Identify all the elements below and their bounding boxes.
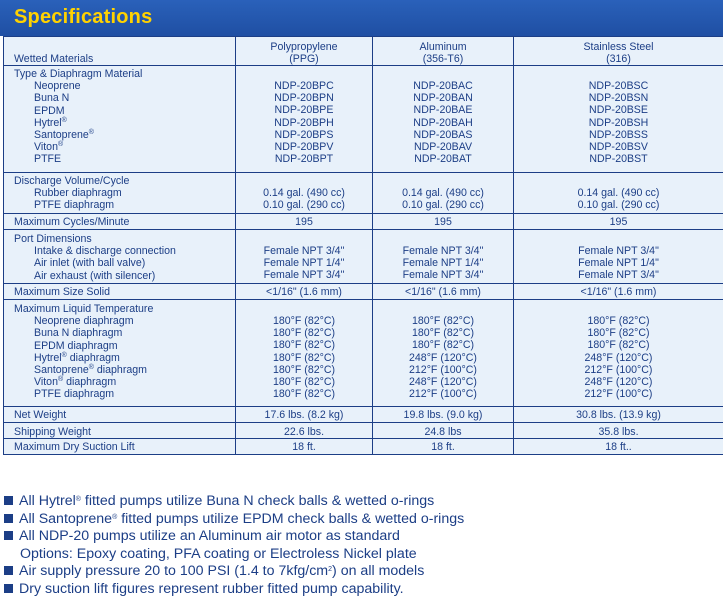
page-title: Specifications xyxy=(14,6,153,28)
table-header-row xyxy=(4,37,723,66)
specifications-table xyxy=(3,36,723,455)
shipping-weight-row: Shipping Weight 22.6 lbs. 24.8 lbs 35.8 lbs. xyxy=(4,423,723,439)
type-diaphragm-row xyxy=(4,66,723,173)
al-model-cell: NDP-20BAC NDP-20BAN NDP-20BAE NDP-20BAH NDP-20BAS NDP-20BAV NDP-20BAT xyxy=(373,66,514,173)
size-solid-row: Maximum Size Solid <1/16" (1.6 mm) <1/16" (1.6 mm) <1/16" (1.6 mm) xyxy=(4,284,723,300)
square-bullet-icon xyxy=(4,531,13,540)
list-item: Viton® xyxy=(34,141,64,154)
square-bullet-icon xyxy=(4,514,13,523)
discharge-row: Discharge Volume/Cycle Rubber diaphragm PTFE diaphragm 0.14 gal. (490 cc) 0.10 gal. (290 cc) 0.14 gal. (490 cc) 0.10 gal. (290 cc) 0.14 gal. (490 cc) 0.10 gal. (290 cc) xyxy=(4,173,723,214)
list-item: Neoprene xyxy=(34,80,81,93)
pp-model-cell: NDP-20BPC NDP-20BPN NDP-20BPE NDP-20BPH NDP-20BPS NDP-20BPV NDP-20BPT xyxy=(236,66,373,173)
list-item: All Hytrel® fitted pumps utilize Buna N check balls & wetted o-rings xyxy=(4,493,723,511)
square-bullet-icon xyxy=(4,566,13,575)
polypropylene-header: Polypropylene (PPG) xyxy=(236,37,373,66)
list-item: Buna N xyxy=(34,92,70,105)
liquid-temperature-row: Maximum Liquid Temperature Neoprene diaphragm Buna N diaphragm EPDM diaphragm Hytrel® diaphragm Santoprene® diaphragm Viton® diaphragm PTFE diaphragm 180°F (82°C) 180°F (82°C) 180°F (82°C) 180°F (82°C) 180°F (82°C) 180°F (82°C) 180°F (82°C) 180°F (82°C) 180°F (82°C) 180°F (82°C) 248°F (120°C) 212°F (100°C) 248°F (120°C) 212°F (100°C) 180°F (82°C) 180°F (82°C) 180°F (82°C) 248°F (120°C) 212°F (100°C) 248°F (120°C) 212°F (100°C) xyxy=(4,300,723,407)
port-dimensions-row: Port Dimensions Intake & discharge connection Air inlet (with ball valve) Air exhaust (with silencer) Female NPT 3/4" Female NPT 1/4" Female NPT 3/4" Female NPT 3/4" Female NPT 1/4" Female NPT 3/4" Female NPT 3/4" Female NPT 1/4" Female NPT 3/4" xyxy=(4,230,723,284)
square-bullet-icon xyxy=(4,584,13,593)
suction-lift-row: Maximum Dry Suction Lift 18 ft. 18 ft. 18 ft.. xyxy=(4,439,723,455)
section-header-bar xyxy=(0,0,723,36)
aluminum-header: Aluminum (356-T6) xyxy=(373,37,514,66)
options-note: Options: Epoxy coating, PFA coating or Electroless Nickel plate xyxy=(20,545,417,562)
notes-list xyxy=(4,493,723,599)
stainless-steel-header: Stainless Steel (316) xyxy=(514,37,723,66)
list-item: Santoprene® xyxy=(34,129,94,142)
list-item: Dry suction lift figures represent rubber fitted pump capability. xyxy=(4,581,723,599)
type-section-title: Type & Diaphragm Material xyxy=(14,68,143,80)
square-bullet-icon xyxy=(4,496,13,505)
list-item: EPDM xyxy=(34,104,65,117)
list-item: Air supply pressure 20 to 100 PSI (1.4 to $7kfg/cm^2$) on all models xyxy=(4,563,723,581)
list-item: Hytrel® xyxy=(34,116,67,129)
cycles-row: Maximum Cycles/Minute 195 195 195 xyxy=(4,214,723,230)
list-item: All Santoprene® fitted pumps utilize EPDM check balls & wetted o-rings xyxy=(4,511,723,529)
net-weight-row: Net Weight 17.6 lbs. (8.2 kg) 19.8 lbs. (9.0 kg) 30.8 lbs. (13.9 kg) xyxy=(4,407,723,423)
ss-model-cell: NDP-20BSC NDP-20BSN NDP-20BSE NDP-20BSH NDP-20BSS NDP-20BSV NDP-20BST xyxy=(514,66,723,173)
list-item: All NDP-20 pumps utilize an Aluminum air motor as standard xyxy=(4,528,723,546)
list-item: PTFE xyxy=(34,153,62,166)
wetted-materials-header: Wetted Materials xyxy=(4,37,236,66)
